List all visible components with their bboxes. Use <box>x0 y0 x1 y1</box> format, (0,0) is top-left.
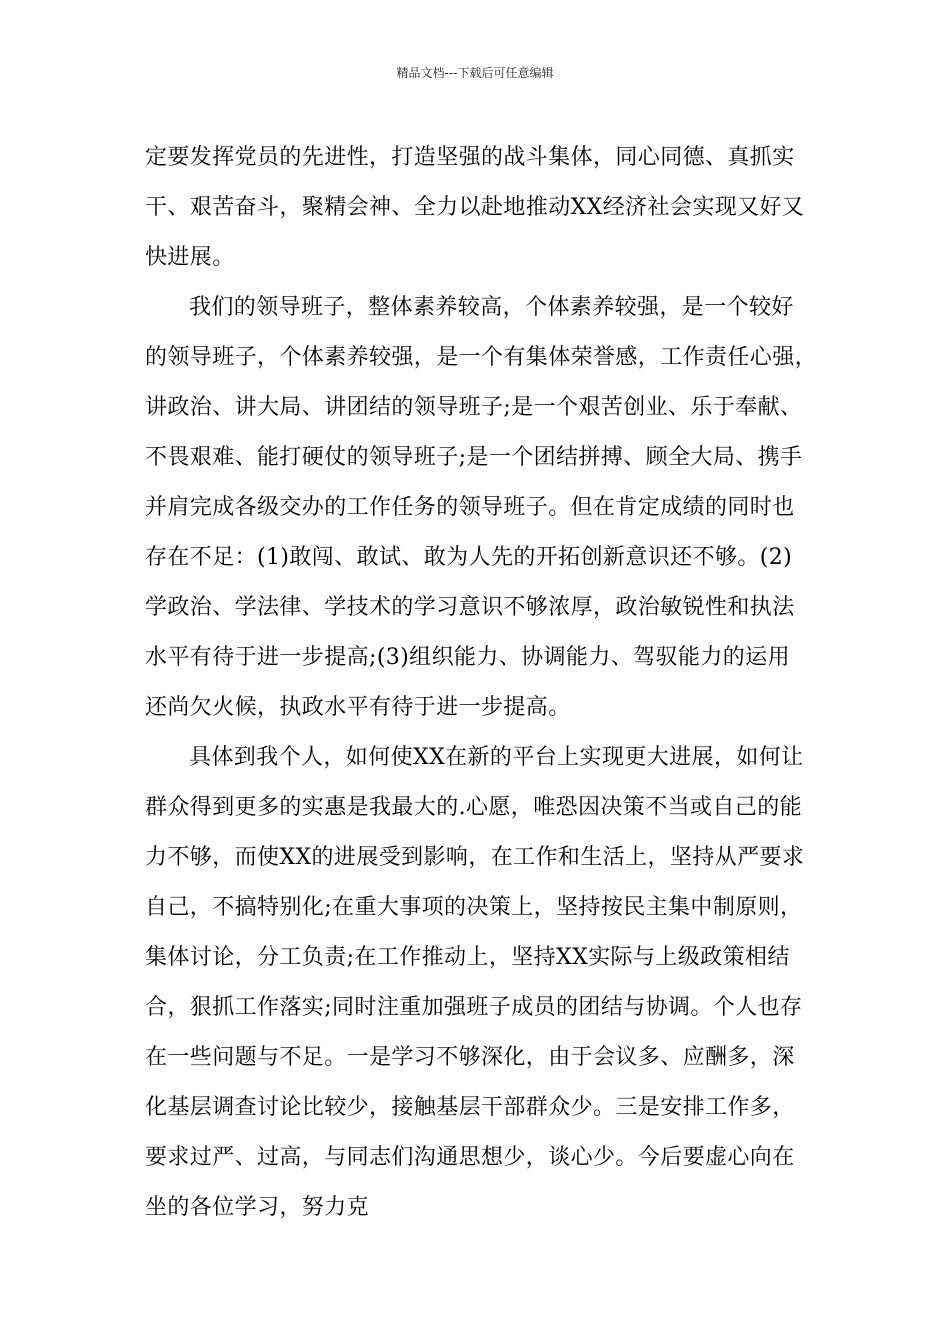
paragraph-1 <box>145 133 820 283</box>
text-line: 自己，不搞特别化;在重大事项的决策上，坚持按民主集中制原则， <box>145 895 803 920</box>
text-line: 干、艰苦奋斗，聚精会神、全力以赴地推动XX经济社会实现又好又 <box>145 195 805 220</box>
text-line: 学政治、学法律、学技术的学习意识不够浓厚，政治敏锐性和执法 <box>145 595 795 620</box>
text-line: 化基层调查讨论比较少，接触基层干部群众少。三是安排工作多， <box>145 1095 795 1120</box>
text-line: 集体讨论，分工负责;在工作推动上，坚持XX实际与上级政策相结 <box>145 945 790 970</box>
text-line: 合，狠抓工作落实;同时注重加强班子成员的团结与协调。个人也存 <box>145 995 803 1020</box>
text-line: 定要发挥党员的先进性，打造坚强的战斗集体，同心同德、真抓实 <box>145 145 795 170</box>
text-line: 的领导班子，个体素养较强，是一个有集体荣誉感，工作责任心强， <box>145 345 818 370</box>
paragraph-3 <box>145 733 820 1233</box>
text-line: 还尚欠火候，执政水平有待于进一步提高。 <box>145 695 571 720</box>
text-line: 坐的各位学习，努力克 <box>145 1195 370 1220</box>
text-line: 并肩完成各级交办的工作任务的领导班子。但在肯定成绩的同时也 <box>145 495 795 520</box>
text-line: 我们的领导班子，整体素养较高，个体素养较强，是一个较好 <box>189 295 794 320</box>
text-line: 不畏艰难、能打硬仗的领导班子;是一个团结拼搏、顾全大局、携手 <box>145 445 803 470</box>
document-body <box>145 133 820 1233</box>
text-line: 要求过严、过高，与同志们沟通思想少，谈心少。今后要虚心向在 <box>145 1145 795 1170</box>
page-header: 精品文档---下载后可任意编辑 <box>396 66 554 80</box>
text-line: 快进展。 <box>145 245 235 270</box>
text-line: 在一些问题与不足。一是学习不够深化，由于会议多、应酬多，深 <box>145 1045 795 1070</box>
text-line: 讲政治、讲大局、讲团结的领导班子;是一个艰苦创业、乐于奉献、 <box>145 395 803 420</box>
text-line: 存在不足：(1)敢闯、敢试、敢为人先的开拓创新意识还不够。(2) <box>145 545 793 570</box>
text-line: 群众得到更多的实惠是我最大的.心愿，唯恐因决策不当或自己的能 <box>145 795 802 820</box>
paragraph-2 <box>145 283 820 733</box>
text-line: 具体到我个人，如何使XX在新的平台上实现更大进展，如何让 <box>189 745 804 770</box>
text-line: 水平有待于进一步提高;(3)组织能力、协调能力、驾驭能力的运用 <box>145 645 790 670</box>
text-line: 力不够，而使XX的进展受到影响，在工作和生活上，坚持从严要求 <box>145 845 805 870</box>
